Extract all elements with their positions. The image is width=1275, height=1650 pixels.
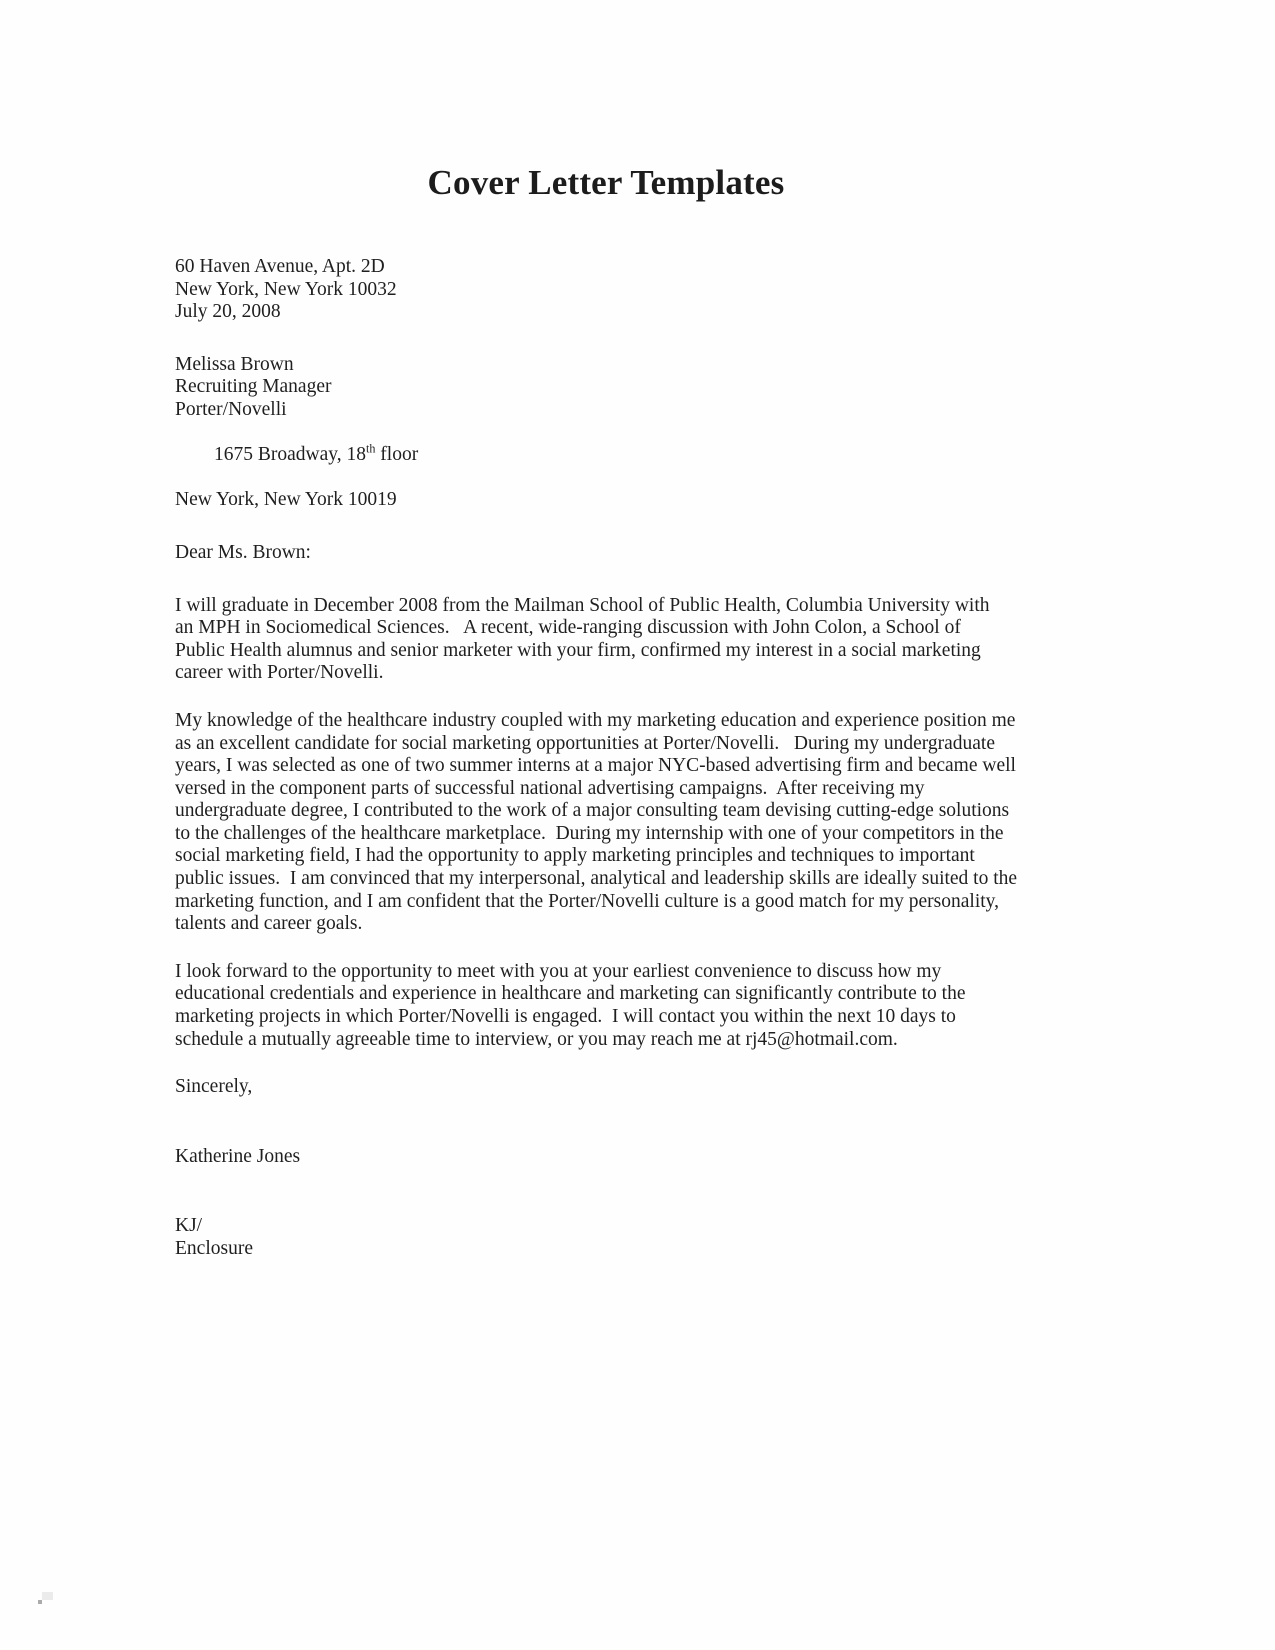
- sender-address-line-1: 60 Haven Avenue, Apt. 2D: [175, 256, 385, 277]
- paragraph-line: career with Porter/Novelli.: [175, 662, 384, 684]
- paragraph-line: to the challenges of the healthcare marketplace. During my internship with one of your competitors in the: [175, 822, 1004, 844]
- paragraph-line: undergraduate degree, I contributed to the work of a major consulting team devising cutting-edge solutions: [175, 800, 1010, 822]
- recipient-street-number: 1675 Broadway, 18: [214, 444, 367, 466]
- paragraph-line: years, I was selected as one of two summer interns at a major NYC-based advertising firm and became well: [175, 755, 1016, 777]
- body-paragraph-2: [175, 710, 1030, 936]
- paragraph-line: My knowledge of the healthcare industry coupled with my marketing education and experience position me: [175, 709, 1016, 731]
- recipient-name: Melissa Brown: [175, 353, 294, 375]
- paragraph-line: as an excellent candidate for social marketing opportunities at Porter/Novelli. During my undergraduate: [175, 732, 996, 754]
- recipient-street: [175, 422, 1030, 490]
- paragraph-line: versed in the component parts of successful national advertising campaigns. After receiving my: [175, 777, 925, 799]
- paragraph-line: Public Health alumnus and senior marketer with your firm, confirmed my interest in a social marketing: [175, 639, 981, 661]
- recipient-job-title: Recruiting Manager: [175, 376, 332, 398]
- enclosure-notation: Enclosure: [175, 1238, 253, 1259]
- recipient-company: Porter/Novelli: [175, 398, 287, 420]
- signature-space: [175, 1099, 1030, 1146]
- closing-valediction: Sincerely,: [175, 1076, 253, 1098]
- ordinal-suffix: th: [366, 441, 376, 456]
- spacer-after-recipient: [175, 512, 1030, 542]
- spacer-after-salutation: [175, 565, 1030, 595]
- sender-date-line: July 20, 2008: [175, 301, 281, 323]
- letter-body: [175, 256, 1030, 1261]
- sender-address-line-2: New York, New York 10032: [175, 278, 397, 300]
- paragraph-line: marketing function, and I am confident that the Porter/Novelli culture is a good match for my personality,: [175, 890, 1000, 912]
- recipient-address-block: [175, 354, 1030, 512]
- spacer-after-sender: [175, 324, 1030, 354]
- spacer-before-initials: [175, 1168, 1030, 1215]
- paragraph-line: I look forward to the opportunity to meet with you at your earliest convenience to discuss how my: [175, 960, 942, 982]
- paragraph-line: schedule a mutually agreeable time to interview, or you may reach me at rj45@hotmail.com.: [175, 1028, 898, 1050]
- paragraph-line: I will graduate in December 2008 from the Mailman School of Public Health, Columbia University with: [175, 594, 990, 616]
- paragraph-line: public issues. I am convinced that my interpersonal, analytical and leadership skills are ideally suited to the: [175, 868, 1018, 890]
- body-paragraph-3: [175, 961, 1030, 1051]
- page-title: Cover Letter Templates: [427, 163, 785, 202]
- body-paragraph-1: [175, 595, 1030, 685]
- signature-name: Katherine Jones: [175, 1145, 301, 1167]
- paragraph-line: talents and career goals.: [175, 913, 363, 935]
- scan-artifact-speck: [38, 1600, 42, 1604]
- recipient-city-state-zip: New York, New York 10019: [175, 489, 397, 511]
- paragraph-line: educational credentials and experience in healthcare and marketing can significantly contribute to the: [175, 983, 966, 1005]
- scan-artifact-smudge: [42, 1592, 53, 1600]
- paragraph-line: marketing projects in which Porter/Novelli is engaged. I will contact you within the next 10 days to: [175, 1006, 956, 1028]
- salutation: Dear Ms. Brown:: [175, 541, 311, 563]
- paragraph-line: social marketing field, I had the opportunity to apply marketing principles and techniques to important: [175, 845, 975, 867]
- paragraph-line: an MPH in Sociomedical Sciences. A recent, wide-ranging discussion with John Colon, a School of: [175, 617, 961, 639]
- sender-address-block: [175, 256, 1030, 324]
- recipient-street-floor: floor: [375, 444, 419, 466]
- typist-initials: KJ/: [175, 1215, 203, 1237]
